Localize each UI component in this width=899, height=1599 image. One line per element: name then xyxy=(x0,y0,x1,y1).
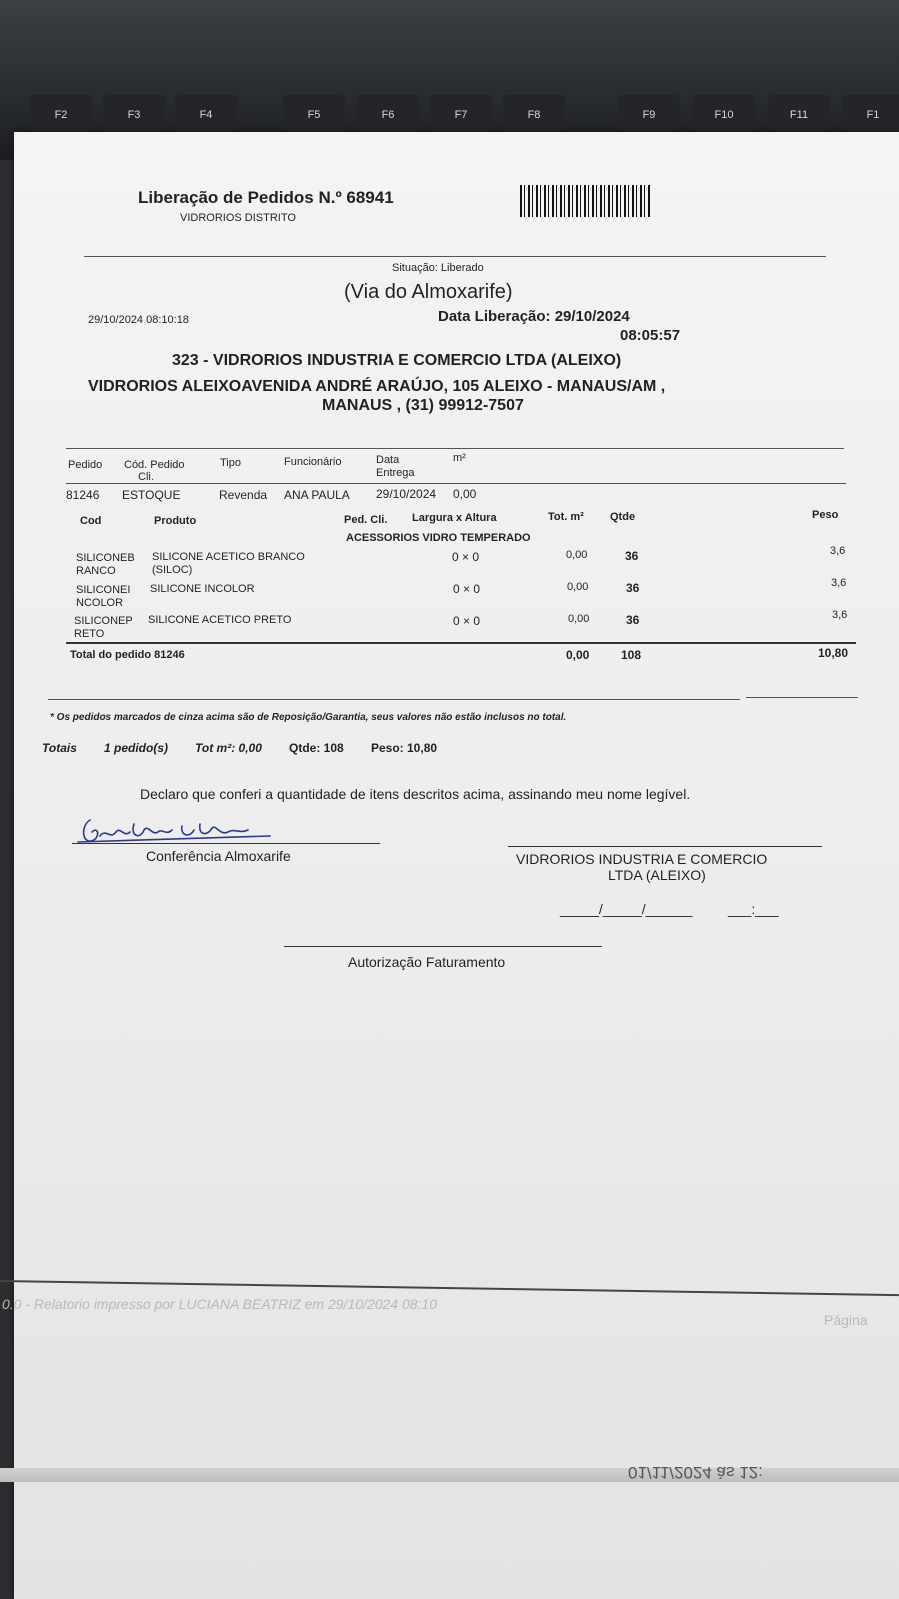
col-funcionario: Funcionário xyxy=(284,456,342,468)
client-address: VIDRORIOS ALEIXOAVENIDA ANDRÉ ARAÚJO, 105 ALEIXO - MANAUS/AM , xyxy=(88,378,666,395)
next-sheet-text: 01/11/2024 às 12: xyxy=(628,1463,763,1482)
item-tot-m2: 0,00 xyxy=(567,581,589,593)
order-total-m2: 0,00 xyxy=(566,648,590,662)
print-datetime: 29/10/2024 08:10:18 xyxy=(88,314,189,326)
item-product: SILICONE ACETICO BRANCO xyxy=(152,551,305,563)
col-tipo: Tipo xyxy=(220,457,241,469)
item-cod: SILICONEP xyxy=(74,615,133,627)
key-f5: F5 xyxy=(283,95,345,135)
summary-divider-right xyxy=(746,697,858,698)
release-date: Data Liberação: 29/10/2024 xyxy=(438,308,630,325)
key-f3: F3 xyxy=(103,95,165,135)
item-peso: 3,6 xyxy=(830,545,846,557)
order-table-top-line xyxy=(66,448,844,449)
document-subtitle: VIDRORIOS DISTRITO xyxy=(180,212,296,224)
printed-by-footer: 0.0 - Relatorio impresso por LUCIANA BEATRIZ em 29/10/2024 08:10 xyxy=(2,1296,437,1312)
key-f10: F10 xyxy=(693,95,755,135)
item-qtde: 36 xyxy=(626,613,640,627)
copy-label: (Via do Almoxarife) xyxy=(344,281,513,303)
key-f11: F11 xyxy=(768,95,830,135)
item-peso: 3,6 xyxy=(831,577,847,589)
key-f2: F2 xyxy=(30,95,92,135)
col-cod-pedido: Cód. Pedido xyxy=(124,459,185,471)
replacement-note: * Os pedidos marcados de cinza acima são de Reposição/Garantia, seus valores não estão inclusos no total. xyxy=(50,712,567,723)
item-cod-line2: NCOLOR xyxy=(76,597,124,609)
item-product-line2: (SILOC) xyxy=(152,564,193,576)
item-cod-line2: RETO xyxy=(74,628,105,640)
next-sheet-edge xyxy=(0,1468,899,1482)
col-m2: m² xyxy=(453,452,466,464)
authorization-label: Autorização Faturamento xyxy=(348,954,506,970)
item-tot-m2: 0,00 xyxy=(566,549,588,561)
right-signature-line xyxy=(508,846,822,847)
key-f9: F9 xyxy=(618,95,680,135)
item-qtde: 36 xyxy=(625,549,639,563)
order-m2: 0,00 xyxy=(453,487,477,501)
client-name: 323 - VIDRORIOS INDUSTRIA E COMERCIO LTDA (ALEIXO) xyxy=(172,352,622,369)
page-footer: Página xyxy=(824,1312,868,1328)
item-dimensions: 0 × 0 xyxy=(452,550,480,564)
header-divider xyxy=(84,256,826,257)
item-dimensions: 0 × 0 xyxy=(453,614,481,628)
items-col-cod: Cod xyxy=(80,515,102,527)
date-blank: _____/_____/______ xyxy=(560,901,693,917)
col-pedido: Pedido xyxy=(68,459,103,471)
item-cod: SILICONEI xyxy=(76,584,131,596)
item-dimensions: 0 × 0 xyxy=(453,582,481,596)
item-peso: 3,6 xyxy=(832,609,848,621)
key-f7: F7 xyxy=(430,95,492,135)
totals-m2: Tot m²: 0,00 xyxy=(195,741,262,755)
items-col-largura-altura: Largura x Altura xyxy=(412,512,497,524)
status-text: Situação: Liberado xyxy=(392,262,484,274)
order-total-peso: 10,80 xyxy=(818,646,849,660)
right-signature-label-line2: LTDA (ALEIXO) xyxy=(608,867,706,883)
item-product: SILICONE ACETICO PRETO xyxy=(148,614,292,626)
key-f12: F1 xyxy=(842,95,899,135)
totals-peso: Peso: 10,80 xyxy=(371,741,438,755)
document-title: Liberação de Pedidos N.º 68941 xyxy=(138,188,394,207)
barcode xyxy=(520,185,652,217)
summary-divider-left xyxy=(48,699,740,700)
total-divider xyxy=(66,642,856,644)
item-tot-m2: 0,00 xyxy=(568,613,590,625)
order-total-label: Total do pedido 81246 xyxy=(70,649,185,661)
client-city-phone: MANAUS , (31) 99912-7507 xyxy=(322,397,524,414)
authorization-line xyxy=(284,946,602,947)
declaration-text: Declaro que conferi a quantidade de itens descritos acima, assinando meu nome legível. xyxy=(140,786,691,802)
totals-qtde: Qtde: 108 xyxy=(289,741,344,755)
order-number: 81246 xyxy=(66,488,100,502)
right-signature-label: VIDRORIOS INDUSTRIA E COMERCIO xyxy=(516,851,768,867)
item-qtde: 36 xyxy=(626,581,640,595)
item-cod-line2: RANCO xyxy=(76,565,116,577)
col-data-line2: Entrega xyxy=(376,467,415,479)
col-data: Data xyxy=(376,454,400,466)
product-group-label: ACESSORIOS VIDRO TEMPERADO xyxy=(346,532,531,544)
key-f8: F8 xyxy=(503,95,565,135)
key-f4: F4 xyxy=(175,95,237,135)
order-type: Revenda xyxy=(219,488,268,502)
item-cod: SILICONEB xyxy=(76,552,135,564)
order-employee: ANA PAULA xyxy=(284,488,350,502)
items-col-ped-cli: Ped. Cli. xyxy=(344,514,388,526)
totals-pedidos: 1 pedido(s) xyxy=(104,741,169,755)
release-time: 08:05:57 xyxy=(620,327,681,344)
items-col-qtde: Qtde xyxy=(610,511,636,523)
key-f6: F6 xyxy=(357,95,419,135)
col-cod-pedido-line2: Cli. xyxy=(138,471,154,483)
order-delivery-date: 29/10/2024 xyxy=(376,487,437,501)
time-blank: ___:___ xyxy=(728,901,779,917)
left-signature-line xyxy=(72,843,380,844)
order-total-qtde: 108 xyxy=(621,648,642,662)
items-col-peso: Peso xyxy=(812,509,839,521)
order-table-header-line xyxy=(66,483,846,484)
items-col-tot-m2: Tot. m² xyxy=(548,511,584,523)
items-col-produto: Produto xyxy=(154,515,197,527)
totals-label: Totais xyxy=(42,741,77,755)
left-signature-label: Conferência Almoxarife xyxy=(146,848,291,864)
item-product: SILICONE INCOLOR xyxy=(150,583,255,595)
order-cod: ESTOQUE xyxy=(122,488,181,502)
